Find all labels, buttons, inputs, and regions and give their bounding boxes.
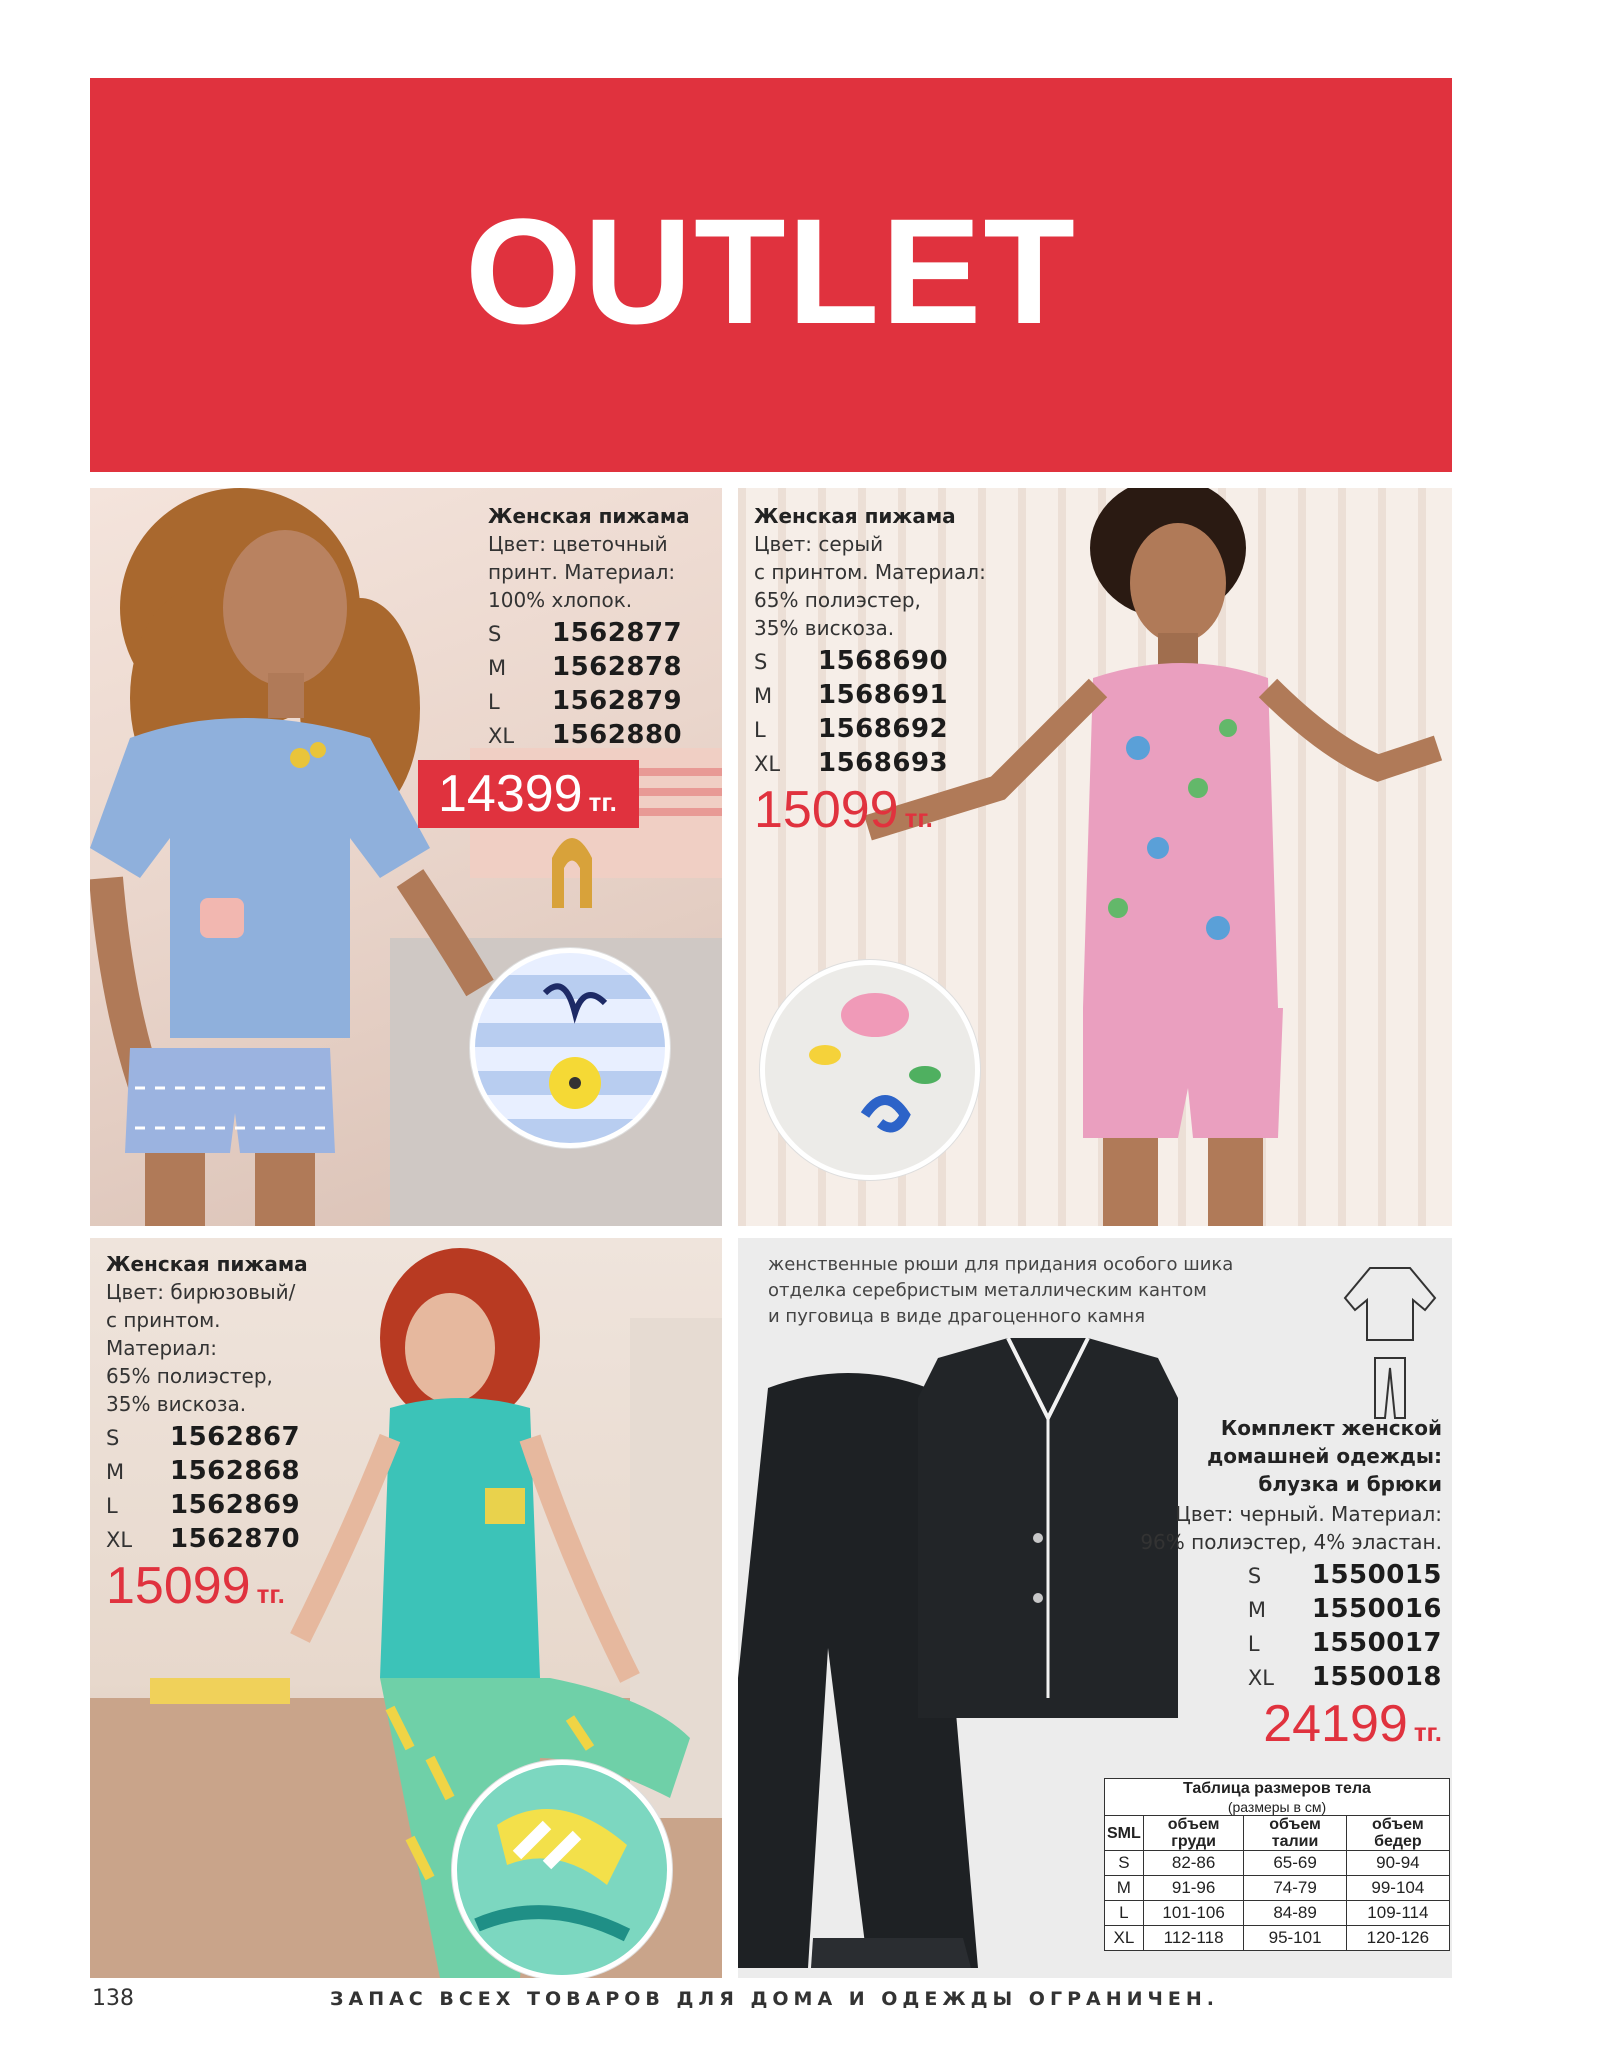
feature-item: и пуговица в виде драгоценного камня <box>768 1306 1146 1327</box>
product-info-grey <box>754 504 986 839</box>
price-tag <box>754 781 986 839</box>
banner-title: OUTLET <box>465 187 1077 355</box>
size-row: XL 1562880 <box>488 720 683 750</box>
product-panel-grey <box>738 488 1452 1226</box>
size-code-list <box>488 618 690 754</box>
table-row: L 101-106 84-89 109-114 <box>1105 1901 1450 1926</box>
table-row: XL 112-118 95-101 120-126 <box>1105 1926 1450 1951</box>
size-row: XL 1568693 <box>754 748 949 778</box>
size-row: M 1562878 <box>488 652 683 682</box>
size-row: L 1562879 <box>488 686 683 716</box>
feature-item: женственные рюши для придания особого шика <box>768 1254 1234 1275</box>
size-row: L 1568692 <box>754 714 949 744</box>
feature-list <box>768 1252 1233 1330</box>
price-value: 15099 <box>754 781 899 839</box>
product-info-turquoise <box>106 1252 308 1615</box>
size-row: S 1550015 <box>1247 1560 1442 1590</box>
size-row: XL 1550018 <box>1247 1662 1442 1692</box>
product-name: Женская пижама <box>488 504 690 528</box>
product-desc: Цвет: цветочный принт. Материал: 100% хлопок. <box>488 532 676 612</box>
size-row: M 1562868 <box>106 1456 301 1486</box>
feature-item: отделка серебристым металлическим кантом <box>768 1280 1207 1301</box>
size-row: S 1562867 <box>106 1422 301 1452</box>
size-table-subcaption: (размеры в см) <box>1105 1799 1450 1816</box>
price-value: 14399 <box>438 765 583 823</box>
price-value: 24199 <box>1263 1695 1408 1753</box>
fabric-zoom-turquoise <box>452 1760 672 1978</box>
fabric-print-icon <box>475 953 665 1143</box>
price-currency: тг. <box>1413 1717 1442 1747</box>
price-value: 15099 <box>106 1557 251 1615</box>
product-name: Женская пижама <box>106 1252 308 1276</box>
size-row: M 1568691 <box>754 680 949 710</box>
product-name: Женская пижама <box>754 504 956 528</box>
fabric-zoom-grey <box>760 960 980 1180</box>
page-number: 138 <box>92 1986 134 2011</box>
price-currency: тг. <box>256 1579 285 1609</box>
product-desc: Цвет: серый с принтом. Материал: 65% полиэстер, 35% вискоза. <box>754 532 986 640</box>
product-desc: Цвет: бирюзовый/ с принтом. Материал: 65% полиэстер, 35% вискоза. <box>106 1280 296 1416</box>
product-panel-floral <box>90 488 722 1226</box>
size-row: XL 1562870 <box>106 1524 301 1554</box>
outlet-banner <box>90 78 1452 472</box>
footer-note: ЗАПАС ВСЕХ ТОВАРОВ ДЛЯ ДОМА И ОДЕЖДЫ ОГРАНИЧЕН. <box>330 1988 1219 2010</box>
size-row: S 1568690 <box>754 646 949 676</box>
size-code-list <box>106 1422 308 1558</box>
size-row: S 1562877 <box>488 618 683 648</box>
product-name: Комплект женской домашней одежды: блузка и брюки <box>1207 1416 1442 1496</box>
product-info-floral <box>488 504 690 754</box>
fabric-print-icon <box>457 1765 667 1975</box>
price-tag <box>1140 1695 1442 1753</box>
price-currency: тг. <box>904 803 933 833</box>
table-row: M 91-96 74-79 99-104 <box>1105 1876 1450 1901</box>
product-panel-turquoise <box>90 1238 722 1978</box>
size-row: L 1550017 <box>1247 1628 1442 1658</box>
size-code-list <box>1248 1560 1442 1696</box>
size-row: L 1562869 <box>106 1490 301 1520</box>
price-tag <box>106 1557 308 1615</box>
price-currency: тг. <box>588 787 617 817</box>
size-table <box>1104 1778 1450 1951</box>
size-table-caption: Таблица размеров тела <box>1105 1779 1450 1800</box>
size-code-list <box>754 646 986 782</box>
pajama-outline-icon <box>1340 1258 1440 1428</box>
product-info-black <box>1140 1414 1442 1753</box>
fabric-zoom-floral <box>470 948 670 1148</box>
product-desc: Цвет: черный. Материал: 96% полиэстер, 4% эластан. <box>1140 1502 1442 1554</box>
fabric-print-icon <box>765 965 975 1175</box>
size-table-header: SML объем груди объем талии объем бедер <box>1105 1816 1450 1851</box>
size-row: M 1550016 <box>1247 1594 1442 1624</box>
table-row: S 82-86 65-69 90-94 <box>1105 1851 1450 1876</box>
price-tag <box>418 760 639 828</box>
